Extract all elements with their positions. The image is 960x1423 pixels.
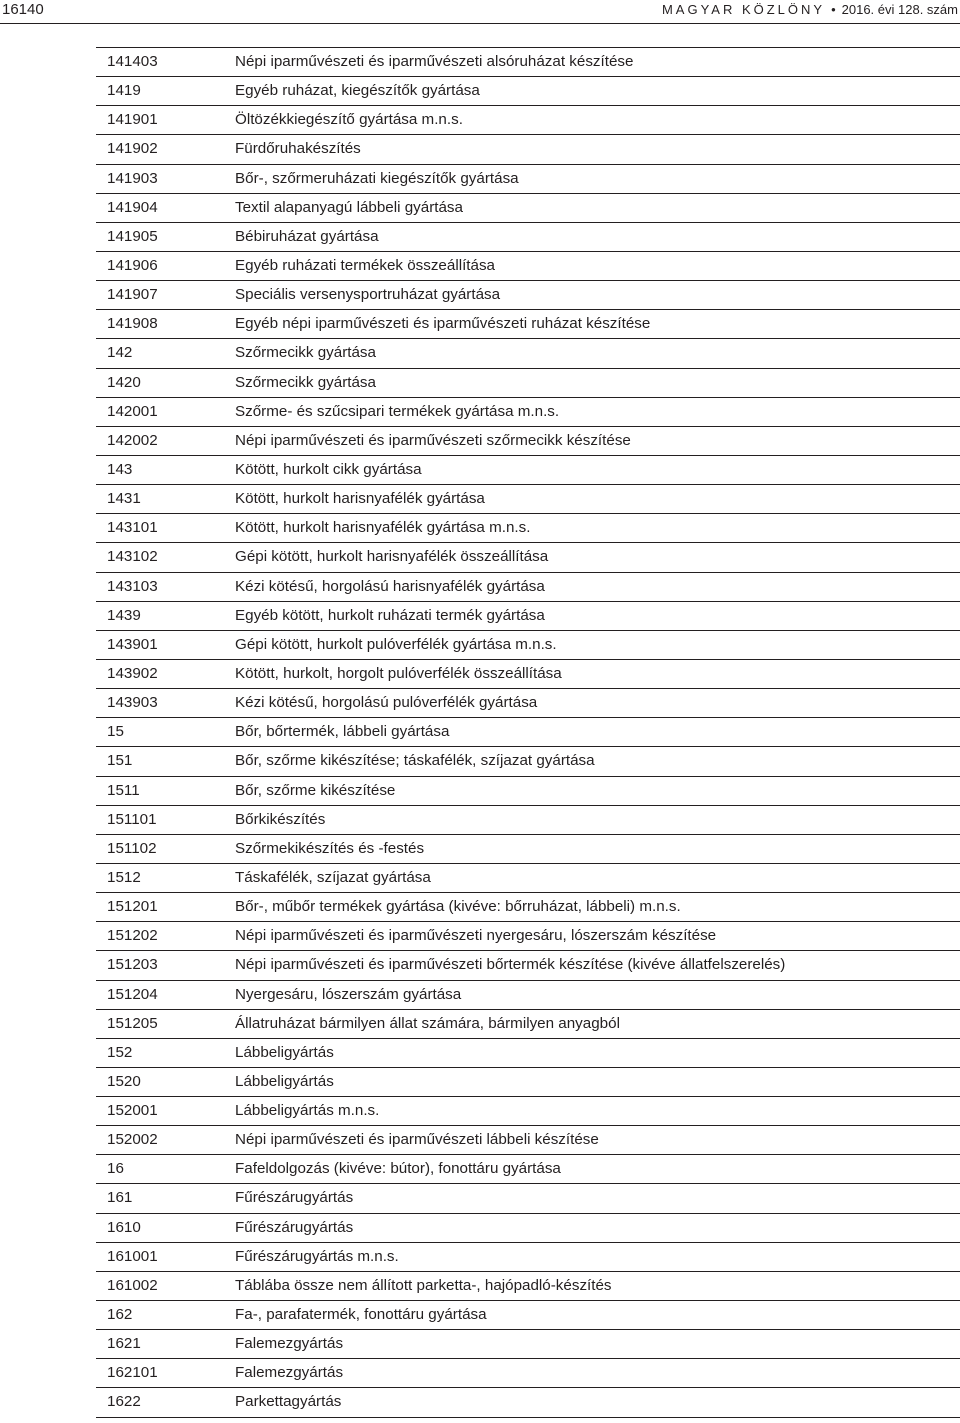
description-cell: Gépi kötött, hurkolt pulóverfélék gyártása m.n.s. (235, 635, 557, 653)
table-row (96, 281, 960, 310)
table-row (96, 602, 960, 631)
table-row (96, 777, 960, 806)
table-row (96, 514, 960, 543)
table-row (96, 252, 960, 281)
description-cell: Nyergesáru, lószerszám gyártása (235, 985, 462, 1003)
header-rule (0, 23, 960, 24)
code-cell: 151203 (107, 956, 158, 974)
table-row (96, 951, 960, 980)
code-cell: 141902 (107, 140, 158, 158)
table-row (96, 369, 960, 398)
description-cell: Kézi kötésű, horgolású pulóverfélék gyártása (235, 694, 538, 712)
code-cell: 141906 (107, 256, 158, 274)
code-cell: 161 (107, 1189, 133, 1207)
table-row (96, 398, 960, 427)
code-cell: 1511 (107, 781, 140, 799)
table-row (96, 1388, 960, 1417)
description-cell: Kötött, hurkolt harisnyafélék gyártása (235, 490, 485, 508)
description-cell: Parkettagyártás (235, 1393, 342, 1411)
code-cell: 141904 (107, 198, 158, 216)
code-cell: 141901 (107, 111, 158, 129)
table-row (96, 1272, 960, 1301)
description-cell: Szőrmecikk gyártása (235, 373, 376, 391)
table-row (96, 48, 960, 77)
table-row (96, 835, 960, 864)
description-cell: Táblába össze nem állított parketta-, hajópadló-készítés (235, 1276, 612, 1294)
description-cell: Népi iparművészeti és iparművészeti szőrmecikk készítése (235, 431, 631, 449)
table-row (96, 689, 960, 718)
code-cell: 1512 (107, 868, 141, 886)
table-row (96, 1010, 960, 1039)
description-cell: Kötött, hurkolt, horgolt pulóverfélék összeállítása (235, 664, 562, 682)
table-row (96, 1155, 960, 1184)
description-cell: Egyéb ruházati termékek összeállítása (235, 256, 496, 274)
code-cell: 141403 (107, 53, 158, 70)
description-cell: Fűrészárugyártás m.n.s. (235, 1247, 399, 1265)
table-row (96, 427, 960, 456)
description-cell: Kötött, hurkolt harisnyafélék gyártása m.n.s. (235, 519, 531, 537)
description-cell: Fa-, parafatermék, fonottáru gyártása (235, 1306, 487, 1324)
code-cell: 143103 (107, 577, 158, 595)
table-row (96, 1097, 960, 1126)
issue-label: 2016. évi 128. szám (841, 2, 958, 17)
description-cell: Bőr, szőrme kikészítése (235, 781, 396, 799)
table-row (96, 573, 960, 602)
code-cell: 162101 (107, 1364, 158, 1382)
code-cell: 151205 (107, 1014, 158, 1032)
description-cell: Népi iparművészeti és iparművészeti lábbeli készítése (235, 1131, 599, 1149)
table-row (96, 660, 960, 689)
bullet-separator: • (831, 2, 836, 17)
page-header (0, 0, 960, 24)
code-cell: 142 (107, 344, 133, 362)
description-cell: Szőrmecikk gyártása (235, 344, 376, 362)
description-cell: Táskafélék, szíjazat gyártása (235, 868, 431, 886)
code-cell: 1419 (107, 82, 141, 100)
code-cell: 1520 (107, 1072, 141, 1090)
table-row (96, 194, 960, 223)
table-row (96, 456, 960, 485)
code-cell: 143903 (107, 694, 158, 712)
description-cell: Öltözékkiegészítő gyártása m.n.s. (235, 111, 463, 129)
code-cell: 1431 (107, 490, 141, 508)
code-cell: 151 (107, 752, 133, 770)
code-cell: 142002 (107, 431, 158, 449)
table-row (96, 893, 960, 922)
description-cell: Bébiruházat gyártása (235, 227, 379, 245)
code-cell: 143902 (107, 664, 158, 682)
code-cell: 151202 (107, 927, 158, 945)
description-cell: Lábbeligyártás (235, 1072, 334, 1090)
table-row (96, 485, 960, 514)
table-row (96, 223, 960, 252)
table-row (96, 981, 960, 1010)
table-row (96, 106, 960, 135)
table-row (96, 1184, 960, 1213)
table-row (96, 310, 960, 339)
description-cell: Lábbeligyártás (235, 1043, 334, 1061)
page-number: 16140 (2, 1, 44, 18)
description-cell: Szőrme- és szűcsipari termékek gyártása m.n.s. (235, 402, 560, 420)
description-cell: Egyéb ruházat, kiegészítők gyártása (235, 82, 480, 100)
table-row (96, 747, 960, 776)
code-cell: 161002 (107, 1276, 158, 1294)
activity-code-table (96, 47, 960, 1418)
code-cell: 141903 (107, 169, 158, 187)
table-row (96, 1330, 960, 1359)
description-cell: Szőrmekikészítés és -festés (235, 839, 425, 857)
description-cell: Speciális versenysportruházat gyártása (235, 286, 501, 304)
table-row (96, 1126, 960, 1155)
description-cell: Népi iparművészeti és iparművészeti bőrtermék készítése (kivéve állatfelszerelés) (235, 956, 786, 974)
description-cell: Gépi kötött, hurkolt harisnyafélék összeállítása (235, 548, 549, 566)
table-row (96, 165, 960, 194)
code-cell: 16 (107, 1160, 124, 1178)
code-cell: 141908 (107, 315, 158, 333)
table-row (96, 864, 960, 893)
table-row (96, 1359, 960, 1388)
code-cell: 152 (107, 1043, 133, 1061)
code-cell: 141905 (107, 227, 158, 245)
table-row (96, 718, 960, 747)
table-row (96, 543, 960, 572)
description-cell: Állatruházat bármilyen állat számára, bármilyen anyagból (235, 1014, 620, 1032)
table-row (96, 1039, 960, 1068)
code-cell: 1622 (107, 1393, 141, 1411)
code-cell: 151101 (107, 810, 157, 828)
description-cell: Népi iparművészeti és iparművészeti alsóruházat készítése (235, 53, 634, 70)
description-cell: Bőr, bőrtermék, lábbeli gyártása (235, 723, 450, 741)
table-row (96, 922, 960, 951)
code-cell: 1610 (107, 1218, 141, 1236)
table-row (96, 806, 960, 835)
table-row (96, 135, 960, 164)
table-row (96, 77, 960, 106)
code-cell: 141907 (107, 286, 158, 304)
table-row (96, 339, 960, 368)
description-cell: Fürdőruhakészítés (235, 140, 361, 158)
table-row (96, 1243, 960, 1272)
table-row (96, 1068, 960, 1097)
description-cell: Textil alapanyagú lábbeli gyártása (235, 198, 463, 216)
code-cell: 143102 (107, 548, 158, 566)
code-cell: 143 (107, 460, 133, 478)
code-cell: 15 (107, 723, 124, 741)
description-cell: Falemezgyártás (235, 1335, 344, 1353)
code-cell: 143101 (107, 519, 158, 537)
description-cell: Bőr-, műbőr termékek gyártása (kivéve: bőrruházat, lábbeli) m.n.s. (235, 898, 681, 916)
journal-name: MAGYAR KÖZLÖNY (661, 2, 826, 17)
description-cell: Bőr, szőrme kikészítése; táskafélék, szíjazat gyártása (235, 752, 595, 770)
table-row (96, 631, 960, 660)
code-cell: 152002 (107, 1131, 158, 1149)
description-cell: Lábbeligyártás m.n.s. (235, 1102, 380, 1120)
description-cell: Népi iparművészeti és iparművészeti nyergesáru, lószerszám készítése (235, 927, 717, 945)
description-cell: Bőr-, szőrmeruházati kiegészítők gyártása (235, 169, 519, 187)
description-cell: Kötött, hurkolt cikk gyártása (235, 460, 422, 478)
journal-info (662, 2, 958, 17)
description-cell: Fűrészárugyártás (235, 1218, 354, 1236)
code-cell: 1439 (107, 606, 141, 624)
code-cell: 143901 (107, 635, 158, 653)
code-cell: 151102 (107, 839, 157, 857)
code-cell: 152001 (107, 1102, 158, 1120)
description-cell: Egyéb kötött, hurkolt ruházati termék gyártása (235, 606, 545, 624)
description-cell: Fűrészárugyártás (235, 1189, 354, 1207)
description-cell: Egyéb népi iparművészeti és iparművészeti ruházat készítése (235, 315, 651, 333)
description-cell: Kézi kötésű, horgolású harisnyafélék gyártása (235, 577, 545, 595)
code-cell: 151204 (107, 985, 158, 1003)
table-row (96, 1214, 960, 1243)
table-row (96, 1301, 960, 1330)
code-cell: 151201 (107, 898, 158, 916)
code-cell: 1621 (107, 1335, 141, 1353)
description-cell: Fafeldolgozás (kivéve: bútor), fonottáru gyártása (235, 1160, 561, 1178)
code-cell: 161001 (107, 1247, 158, 1265)
description-cell: Falemezgyártás (235, 1364, 344, 1382)
code-cell: 142001 (107, 402, 158, 420)
description-cell: Bőrkikészítés (235, 810, 326, 828)
code-cell: 1420 (107, 373, 141, 391)
code-cell: 162 (107, 1306, 133, 1324)
